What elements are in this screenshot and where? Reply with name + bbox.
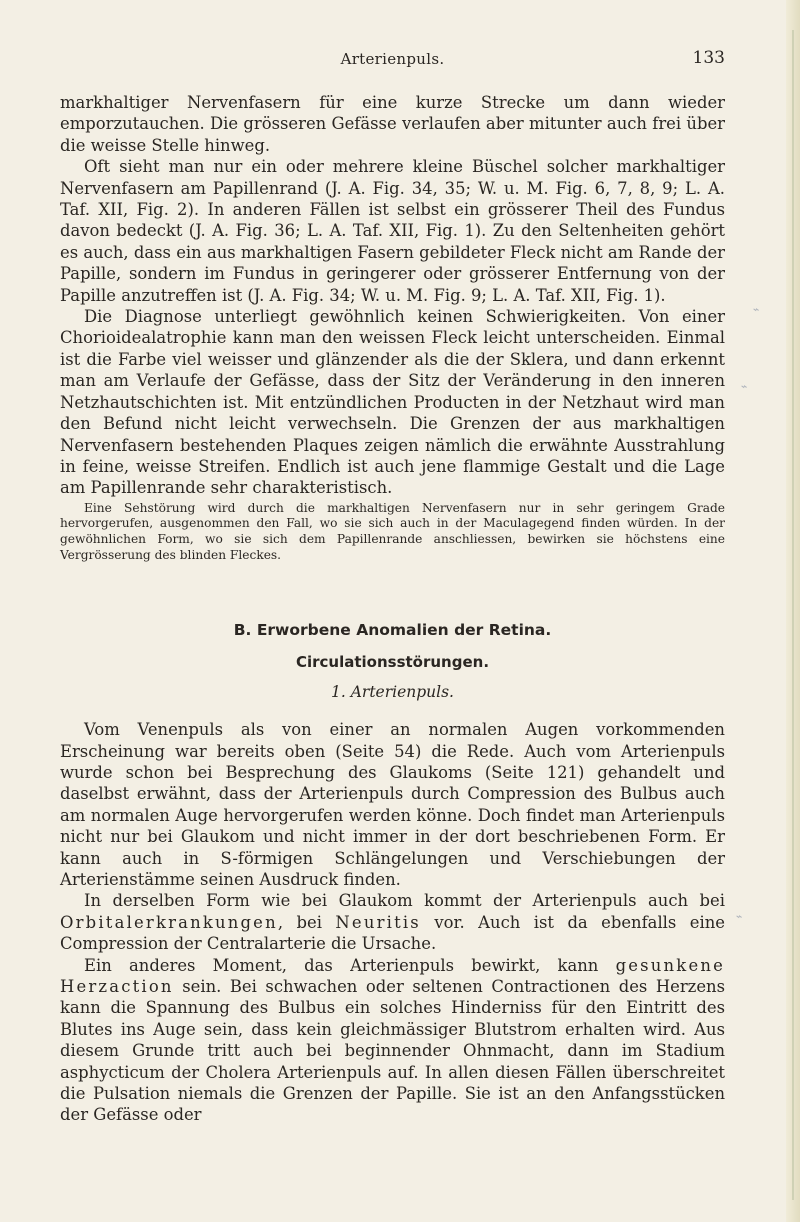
subsection-heading: Circulationsstörungen. [295,653,490,672]
emphasis-neuritis: Neuritis [335,912,421,932]
paragraph-2: Oft sieht man nur ein oder mehrere kleine Büschel solcher markhaltiger Nervenfasern am Papillenrand (J. A. Fig. 34, 35; W. u. M. Fig. 6, 7, 8, 9; L. A. Taf. XII, Fig. 2). In anderen Fällen ist selbst ein grösserer Theil des Fundus davon bedeckt (J. A. Fig. 36; L. A. Taf. XII, Fig. 1). Zu den Seltenheiten gehört es auch, dass ein aus markhaltigen Fasern gebildeter Fleck nicht am Rande der Papille, sondern im Fundus in geringerer oder grösserer Entfernung von der Papille anzutreffen ist (J. A. Fig. 34; W. u. M. Fig. 9; L. A. Taf. XII, Fig. 1). [60,157,725,305]
margin-pencil-note: ⌁ [752,303,759,316]
paragraph-6 [60,955,725,1126]
footnote: Eine Sehstörung wird durch die markhaltigen Nervenfasern nur in sehr geringem Grade hervorgerufen, ausgenommen den Fall, wo sie sich auch in der Maculagegend finden würden. In der gewöhnlichen Form, wo sie sich dem Papillenrande anschliessen, bewirken sie höchstens eine Vergrösserung des blinden Fleckes. [60,500,725,562]
margin-pencil-note: ⌁ [740,380,747,393]
page-number: 133 [692,48,725,68]
paragraph-6-text-b: sein. Bei schwachen oder seltenen Contractionen des Herzens kann die Spannung des Bulbus ein solches Hinderniss für den Eintritt des Blutes ins Auge sein, dass kein gleichmässiger Blutstrom erhalten wird. Aus diesem Grunde tritt auch bei beginnender Ohnmacht, dann im Stadium asphycticum der Cholera Arterienpuls auf. In allen diesen Fällen überschreitet die Pulsation niemals die Grenzen der Papille. Sie ist an den Anfangsstücken der Gefässe oder [60,976,725,1125]
paragraph-5 [60,890,725,954]
running-title: Arterienpuls. [340,50,445,68]
paragraph-5-text-c: vor. Auch ist da ebenfalls eine Compression der Centralarterie die Ursache. [60,912,725,954]
chapter-heading: 1. Arterienpuls. [331,683,454,702]
emphasis-herzaction: gesunkene Herzaction [60,955,725,996]
page-edge [786,0,800,1222]
paragraph-5-text-b: , bei [277,912,336,932]
paragraph-5-text-a: In derselben Form wie bei Glaukom kommt der Arterienpuls auch bei [84,891,725,911]
paragraph-1: markhaltiger Nervenfasern für eine kurze Strecke um dann wieder emporzutauchen. Die grösseren Gefässe verlaufen aber mitunter auch frei über die weisse Stelle hinweg. [60,93,725,155]
section-heading: B. Erworbene Anomalien der Retina. [233,621,552,640]
emphasis-orbital: Orbitalerkrankungen [60,912,278,932]
edge-line [792,30,794,1200]
body-text [60,92,725,1126]
paragraph-3: Die Diagnose unterliegt gewöhnlich keinen Schwierigkeiten. Von einer Chorioidealatrophie kann man den weissen Fleck leicht unterscheiden. Einmal ist die Farbe viel weisser und glänzender als die der Sklera, und dann erkennt man am Verlaufe der Gefässe, dass der Sitz der Veränderung in den inneren Netzhautschichten ist. Mit entzündlichen Producten in der Netzhaut wird man den Befund nicht leicht verwechseln. Die Grenzen der aus markhaltigen Nervenfasern bestehenden Plaques zeigen nämlich die erwähnte Ausstrahlung in feine, weisse Streifen. Endlich ist auch jene flammige Gestalt und die Lage am Papillenrande sehr charakteristisch. [60,307,725,498]
paragraph-6-text-a: Ein anderes Moment, das Arterienpuls bewirkt, kann [84,955,616,975]
paragraph-4: Vom Venenpuls als von einer an normalen Augen vorkommenden Erscheinung war bereits oben (Seite 54) die Rede. Auch vom Arterienpuls wurde schon bei Besprechung des Glaukoms (Seite 121) gehandelt und daselbst erwähnt, dass der Arterienpuls durch Compression des Bulbus auch am normalen Auge hervorgerufen werden könne. Doch findet man Arterienpuls nicht nur bei Glaukom und nicht immer in der dort beschriebenen Form. Er kann auch in S-förmigen Schlängelungen und Verschiebungen der Arterienstämme seinen Ausdruck finden. [60,720,725,889]
page-header [60,50,725,74]
margin-pencil-note: ⌁ [735,910,742,923]
